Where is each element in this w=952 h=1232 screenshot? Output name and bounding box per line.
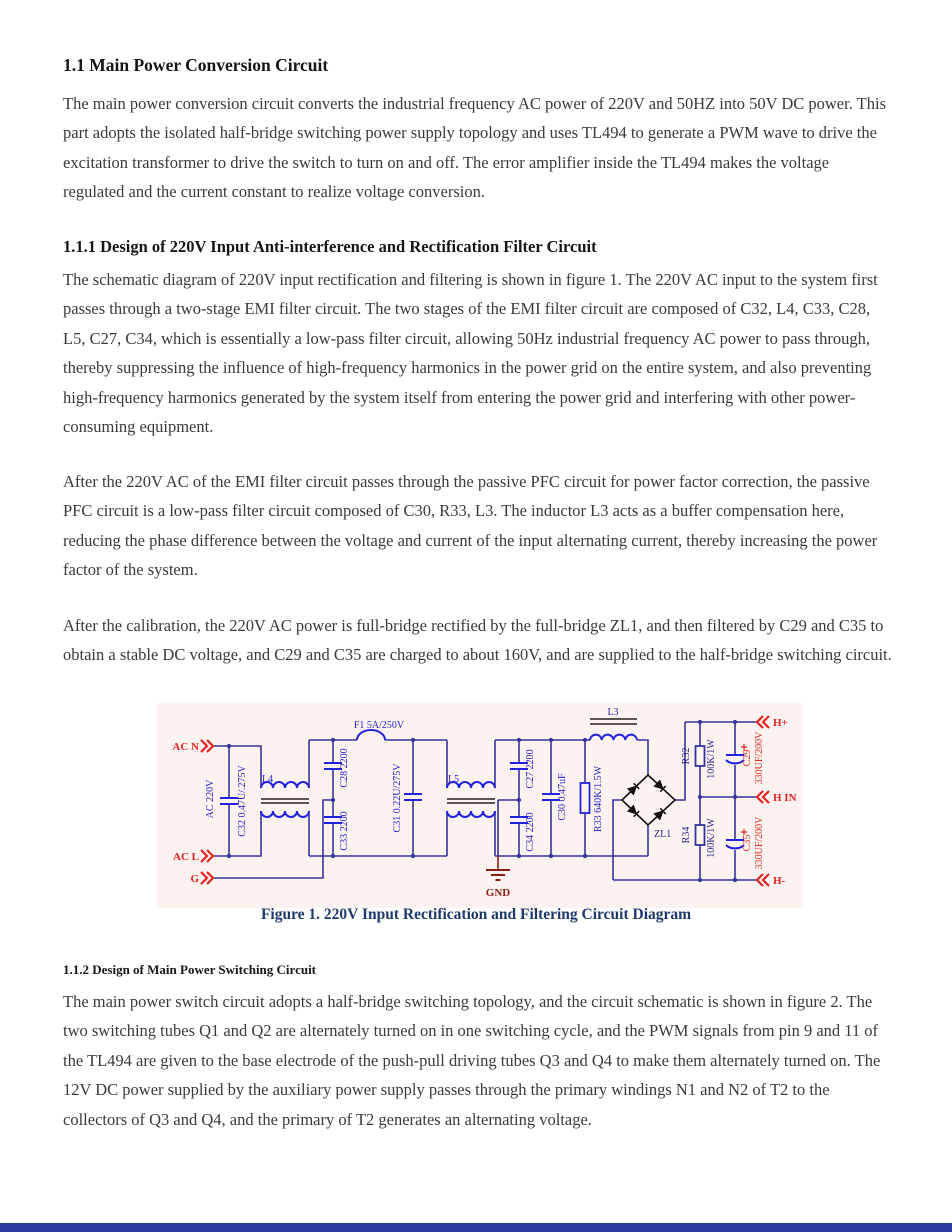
label-f1: F1 5A/250V xyxy=(353,720,405,731)
label-r32-value: 100K/1W xyxy=(706,739,717,779)
circuit-figure xyxy=(157,703,802,908)
label-r32: R32 xyxy=(681,747,692,765)
heading-1-1-1: 1.1.1 Design of 220V Input Anti-interference and Rectification Filter Circuit xyxy=(63,237,597,256)
label-l3: L3 xyxy=(607,707,619,718)
label-c27: C27 2200 xyxy=(525,749,536,789)
label-c34: C34 2200 xyxy=(525,812,536,852)
label-ac-l: AC L xyxy=(173,851,199,863)
resistor-r32 xyxy=(696,746,705,766)
label-c33: C33 2200 xyxy=(339,811,350,851)
label-gnd: GND xyxy=(485,887,511,899)
label-c31: C31 0.22U/275V xyxy=(392,763,403,833)
label-ac-n: AC N xyxy=(172,741,199,753)
label-r33: R33 640K/1.5W xyxy=(593,765,604,833)
heading-1-1-2: 1.1.2 Design of Main Power Switching Circuit xyxy=(63,962,317,977)
label-c29-value: 330UF/200V xyxy=(754,731,765,785)
label-c35: C35 xyxy=(742,834,753,852)
label-c30: C30 0.47uF xyxy=(557,773,568,821)
label-g: G xyxy=(190,873,199,885)
label-c29: C29 xyxy=(742,749,753,767)
paragraph-pfc: After the 220V AC of the EMI filter circuit passes through the passive PFC circuit for power factor correction, the passive PFC circuit is a low-pass filter circuit composed of C30, R33, L3. The inductor L3 acts as a buffer compensation here, reducing the phase difference between the voltage and current of the input alternating current, thereby increasing the power factor of the system. xyxy=(63,472,878,580)
label-h-plus: H+ xyxy=(773,717,788,729)
label-h-in: H IN xyxy=(773,792,797,804)
label-r34-value: 100K/1W xyxy=(706,818,717,858)
label-l5: L5 xyxy=(448,774,460,785)
label-ac-220v: AC 220V xyxy=(205,779,216,819)
paragraph-main-power: The main power conversion circuit converts the industrial frequency AC power of 220V and 50HZ into 50V DC power. This part adopts the isolated half-bridge switching power supply topology and uses TL494 to generate a PWM wave to drive the excitation transformer to drive the switch to turn on and off. The error amplifier inside the TL494 makes the voltage regulated and the current constant to realize voltage conversion. xyxy=(63,94,887,202)
circuit-schematic xyxy=(157,703,802,908)
label-c32: C32 0.47U/.275V xyxy=(237,765,248,837)
label-c28: C28 2200 xyxy=(339,748,350,788)
label-r34: R34 xyxy=(681,826,692,844)
resistor-r33 xyxy=(581,783,590,813)
resistor-r34 xyxy=(696,825,705,845)
figure-caption: Figure 1. 220V Input Rectification and Filtering Circuit Diagram xyxy=(260,906,692,923)
bottom-blue-bar xyxy=(0,1223,952,1232)
label-h-minus: H- xyxy=(773,875,786,887)
paragraph-rectify: After the calibration, the 220V AC power is full-bridge rectified by the full-bridge ZL1, and then filtered by C29 and C35 to obtain a stable DC voltage, and C29 and C35 are charged to about 160V, and are supplied to the half-bridge switching circuit. xyxy=(63,616,892,665)
paragraph-switching: The main power switch circuit adopts a half-bridge switching topology, and the circuit schematic is shown in figure 2. The two switching tubes Q1 and Q2 are alternately turned on in one switching cycle, and the PWM signals from pin 9 and 11 of the TL494 are given to the base electrode of the push-pull driving tubes Q3 and Q4 to make them alternately turned on. The 12V DC power supplied by the auxiliary power supply passes through the primary windings N1 and N2 of T2 to the collectors of Q3 and Q4, and the primary of T2 generates an alternating voltage. xyxy=(63,992,881,1129)
paragraph-emi-filter: The schematic diagram of 220V input rectification and filtering is shown in figure 1. The 220V AC input to the system first passes through a two-stage EMI filter circuit. The two stages of the EMI filter circuit are composed of C32, L4, C33, C28, L5, C27, C34, which is essentially a low-pass filter circuit, allowing 50Hz industrial frequency AC power to pass through, thereby suppressing the influence of high-frequency harmonics in the power grid on the entire system, and also preventing high-frequency harmonics generated by the system itself from entering the power grid and interfering with other power-consuming equipment. xyxy=(63,270,878,437)
label-l4: L4 xyxy=(262,774,274,785)
heading-1-1: 1.1 Main Power Conversion Circuit xyxy=(63,55,329,75)
label-zl1: ZL1 xyxy=(654,829,672,840)
label-c35-value: 330UF/200V xyxy=(754,816,765,870)
